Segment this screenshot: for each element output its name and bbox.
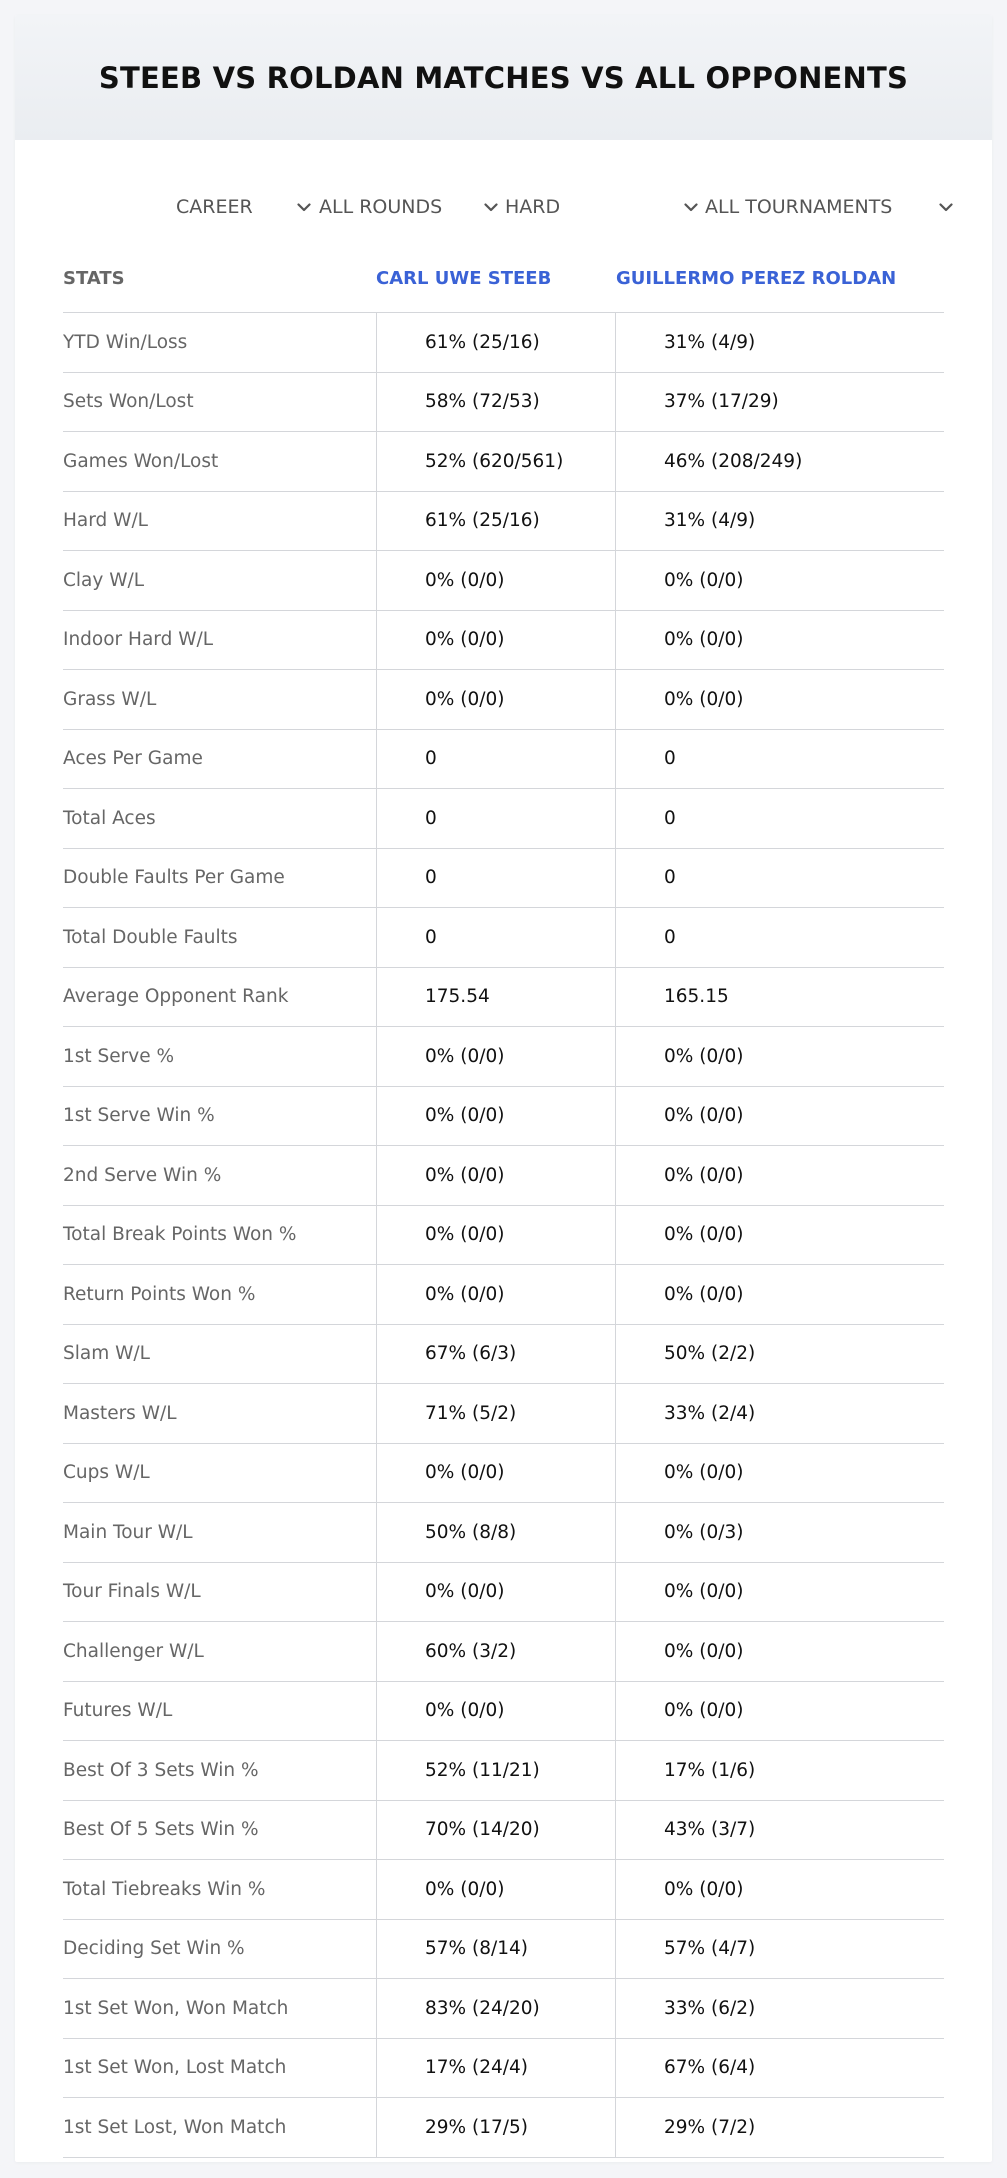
stat-label: Deciding Set Win % [63, 1938, 245, 1960]
table-row [63, 313, 944, 373]
stat-label: Cups W/L [63, 1462, 150, 1484]
filter-tournament-value: ALL TOURNAMENTS [705, 196, 893, 218]
player2-value: 33% (2/4) [664, 1402, 756, 1424]
player2-value: 33% (6/2) [664, 1997, 756, 2019]
column-divider [376, 312, 377, 2157]
player1-value: 17% (24/4) [425, 2057, 528, 2079]
player2-value: 50% (2/2) [664, 1343, 756, 1365]
player1-value: 0 [425, 807, 437, 829]
table-row [63, 1384, 944, 1444]
page-title: STEEB VS ROLDAN MATCHES VS ALL OPPONENTS [98, 60, 909, 95]
player1-value: 0% (0/0) [425, 1462, 505, 1484]
player2-value: 0% (0/0) [664, 688, 744, 710]
filter-tournament-select[interactable] [705, 187, 954, 227]
table-row [63, 1979, 944, 2039]
player2-value: 46% (208/249) [664, 450, 803, 472]
table-row [63, 1146, 944, 1206]
player2-value: 0 [664, 926, 676, 948]
player2-value: 31% (4/9) [664, 510, 756, 532]
player2-name-link[interactable]: GUILLERMO PEREZ ROLDAN [616, 268, 897, 289]
chevron-down-icon [683, 199, 699, 215]
player2-value: 29% (7/2) [664, 2116, 756, 2138]
player1-value: 0% (0/0) [425, 1105, 505, 1127]
table-row [63, 670, 944, 730]
player1-value: 0% (0/0) [425, 569, 505, 591]
stat-label: Challenger W/L [63, 1640, 204, 1662]
filter-surface-value: HARD [505, 196, 561, 218]
player1-value: 29% (17/5) [425, 2116, 528, 2138]
player1-value: 57% (8/14) [425, 1938, 528, 1960]
stat-label: Main Tour W/L [63, 1521, 193, 1543]
stat-label: Total Tiebreaks Win % [63, 1878, 266, 1900]
player1-value: 67% (6/3) [425, 1343, 517, 1365]
stat-label: Futures W/L [63, 1700, 173, 1722]
table-row [63, 1444, 944, 1504]
page-header [15, 15, 992, 140]
player1-value: 0% (0/0) [425, 629, 505, 651]
stat-label: Grass W/L [63, 688, 157, 710]
player1-name-link[interactable]: CARL UWE STEEB [376, 268, 552, 289]
player1-value: 0% (0/0) [425, 688, 505, 710]
table-row [63, 1920, 944, 1980]
table-row [63, 1860, 944, 1920]
filter-round-select[interactable] [319, 187, 499, 227]
chevron-down-icon [296, 199, 312, 215]
player2-value: 17% (1/6) [664, 1759, 756, 1781]
table-header [63, 245, 944, 313]
player1-value: 175.54 [425, 986, 490, 1008]
table-row [63, 1027, 944, 1087]
player2-value: 0% (0/0) [664, 629, 744, 651]
table-row [63, 1206, 944, 1266]
player2-value: 0% (0/0) [664, 1224, 744, 1246]
stat-label: Double Faults Per Game [63, 867, 285, 889]
player2-value: 0 [664, 807, 676, 829]
stat-label: Slam W/L [63, 1343, 150, 1365]
stats-column-header: STATS [63, 268, 125, 289]
stats-table [63, 245, 944, 2158]
filter-round-value: ALL ROUNDS [319, 196, 443, 218]
player1-value: 52% (620/561) [425, 450, 564, 472]
player1-value: 52% (11/21) [425, 1759, 540, 1781]
table-row [63, 2039, 944, 2099]
player1-value: 61% (25/16) [425, 331, 540, 353]
stat-label: Tour Finals W/L [63, 1581, 201, 1603]
stat-label: Hard W/L [63, 510, 148, 532]
stat-label: 1st Set Lost, Won Match [63, 2116, 287, 2138]
player2-value: 67% (6/4) [664, 2057, 756, 2079]
player2-value: 0 [664, 748, 676, 770]
table-row [63, 968, 944, 1028]
player1-value: 0% (0/0) [425, 1224, 505, 1246]
stat-label: Sets Won/Lost [63, 391, 194, 413]
stat-label: 1st Set Won, Won Match [63, 1997, 289, 2019]
table-row [63, 1265, 944, 1325]
table-row [63, 373, 944, 433]
table-row [63, 492, 944, 552]
player1-value: 70% (14/20) [425, 1819, 540, 1841]
table-row [63, 1801, 944, 1861]
stat-label: Return Points Won % [63, 1283, 256, 1305]
stat-label: 1st Serve % [63, 1045, 175, 1067]
player2-value: 165.15 [664, 986, 729, 1008]
stat-label: 1st Set Won, Lost Match [63, 2057, 287, 2079]
stat-label: Masters W/L [63, 1402, 177, 1424]
table-row [63, 1087, 944, 1147]
player1-value: 60% (3/2) [425, 1640, 517, 1662]
player1-value: 0% (0/0) [425, 1164, 505, 1186]
player1-value: 0% (0/0) [425, 1045, 505, 1067]
stat-label: Best Of 5 Sets Win % [63, 1819, 259, 1841]
stat-label: Average Opponent Rank [63, 986, 289, 1008]
table-row [63, 1741, 944, 1801]
player2-value: 37% (17/29) [664, 391, 779, 413]
stat-label: 1st Serve Win % [63, 1105, 215, 1127]
table-row [63, 1682, 944, 1742]
player2-value: 0% (0/0) [664, 1640, 744, 1662]
table-row [63, 1563, 944, 1623]
player1-value: 0 [425, 867, 437, 889]
filter-surface-select[interactable] [505, 187, 699, 227]
stats-card [15, 15, 992, 2162]
player2-value: 0 [664, 867, 676, 889]
stat-label: Indoor Hard W/L [63, 629, 214, 651]
chevron-down-icon [938, 199, 954, 215]
player1-value: 61% (25/16) [425, 510, 540, 532]
player2-value: 0% (0/0) [664, 1105, 744, 1127]
player2-value: 0% (0/0) [664, 1045, 744, 1067]
player2-value: 0% (0/3) [664, 1521, 744, 1543]
table-row [63, 1503, 944, 1563]
player1-value: 0% (0/0) [425, 1700, 505, 1722]
filter-bar [15, 187, 992, 227]
stat-label: Best Of 3 Sets Win % [63, 1759, 259, 1781]
player1-value: 58% (72/53) [425, 391, 540, 413]
player2-value: 57% (4/7) [664, 1938, 756, 1960]
player2-value: 43% (3/7) [664, 1819, 756, 1841]
stat-label: 2nd Serve Win % [63, 1164, 222, 1186]
chevron-down-icon [483, 199, 499, 215]
table-row [63, 551, 944, 611]
table-row [63, 2098, 944, 2158]
table-row [63, 908, 944, 968]
table-body [63, 313, 944, 2158]
stat-label: Clay W/L [63, 569, 145, 591]
table-row [63, 789, 944, 849]
player2-value: 31% (4/9) [664, 331, 756, 353]
player1-value: 83% (24/20) [425, 1997, 540, 2019]
player1-value: 0% (0/0) [425, 1283, 505, 1305]
player2-value: 0% (0/0) [664, 1700, 744, 1722]
player2-value: 0% (0/0) [664, 1878, 744, 1900]
table-row [63, 1622, 944, 1682]
table-row [63, 730, 944, 790]
player1-value: 50% (8/8) [425, 1521, 517, 1543]
player2-value: 0% (0/0) [664, 1581, 744, 1603]
stat-label: YTD Win/Loss [63, 331, 188, 353]
player1-value: 0 [425, 926, 437, 948]
stat-label: Total Break Points Won % [63, 1224, 297, 1246]
table-row [63, 611, 944, 671]
stat-label: Aces Per Game [63, 748, 203, 770]
player2-value: 0% (0/0) [664, 1283, 744, 1305]
table-row [63, 849, 944, 909]
table-row [63, 432, 944, 492]
player1-value: 0% (0/0) [425, 1878, 505, 1900]
player2-value: 0% (0/0) [664, 569, 744, 591]
player1-value: 0 [425, 748, 437, 770]
filter-period-select[interactable] [176, 187, 312, 227]
player2-value: 0% (0/0) [664, 1164, 744, 1186]
filter-period-value: CAREER [176, 196, 253, 218]
stat-label: Total Double Faults [63, 926, 238, 948]
stat-label: Total Aces [63, 807, 156, 829]
stat-label: Games Won/Lost [63, 450, 219, 472]
table-row [63, 1325, 944, 1385]
player2-value: 0% (0/0) [664, 1462, 744, 1484]
player1-value: 0% (0/0) [425, 1581, 505, 1603]
player1-value: 71% (5/2) [425, 1402, 517, 1424]
column-divider [615, 312, 616, 2157]
